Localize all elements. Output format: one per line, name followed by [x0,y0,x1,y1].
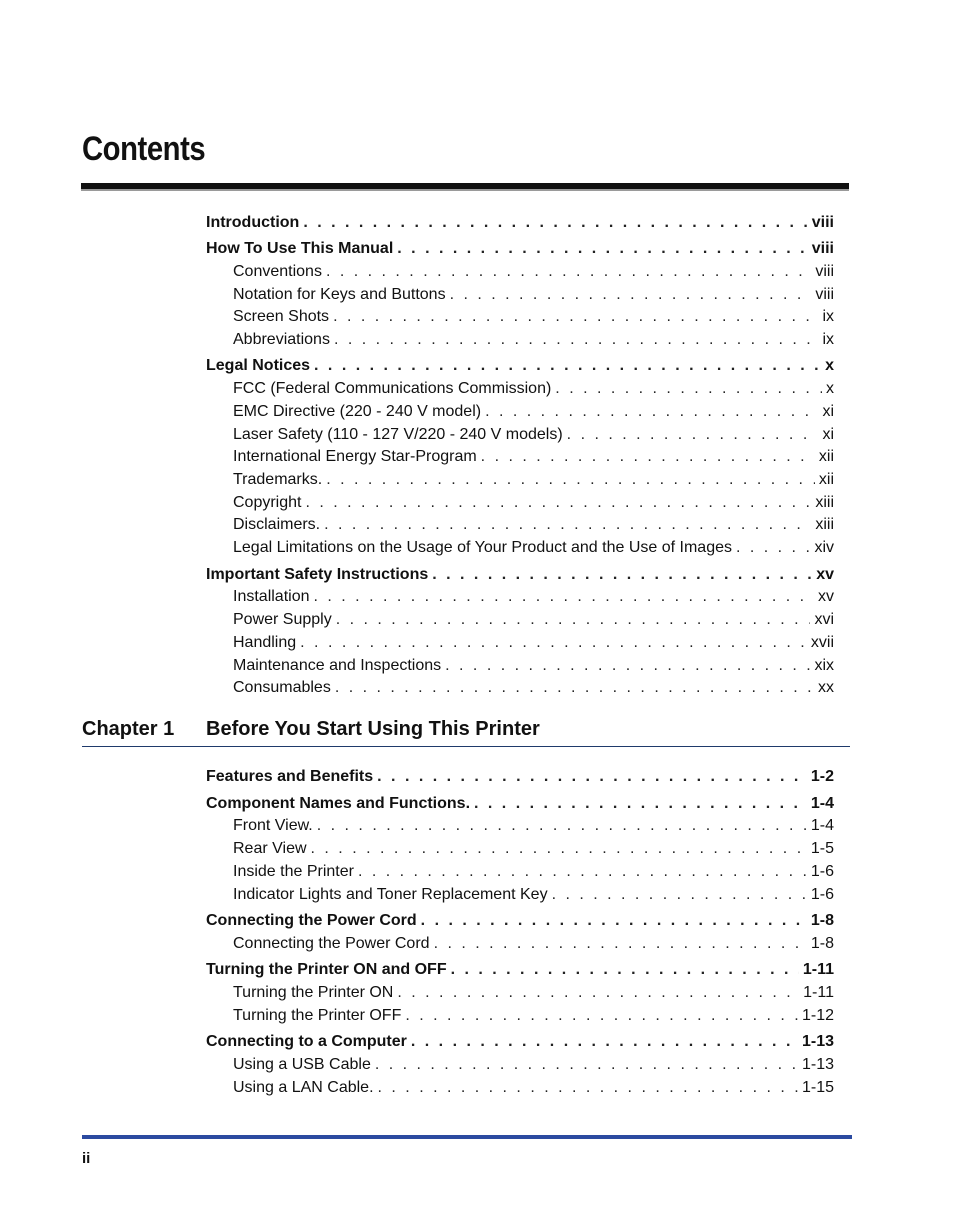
toc-dot-leader [450,285,812,305]
toc-entry-title: Handling [233,634,297,651]
toc-entry-title: Connecting the Power Cord [206,912,417,929]
toc-subentry[interactable] [233,587,834,607]
toc-dot-leader [411,1032,798,1052]
toc-subentry[interactable] [233,656,834,676]
toc-entry[interactable] [206,1032,834,1052]
toc-dot-leader [336,610,811,630]
toc-entry-title: Screen Shots [233,308,330,325]
toc-entry-page: ix [822,308,834,325]
toc-entry-title: Features and Benefits [206,768,374,785]
toc-dot-leader [485,402,818,422]
toc-dot-leader [324,515,811,535]
toc-entry-page: viii [811,214,834,231]
toc-entry-page: 1-6 [810,863,834,880]
chapter-rule [82,746,850,747]
toc-dot-leader [474,794,807,814]
toc-subentry[interactable] [233,262,834,282]
toc-entry-page: xiii [815,516,834,533]
toc-entry-title: Installation [233,588,310,605]
toc-entry-page: 1-4 [810,795,834,812]
toc-dot-leader [358,862,807,882]
toc-subentry[interactable] [233,470,834,490]
toc-subentry[interactable] [233,862,834,882]
toc-entry-page: 1-13 [801,1033,834,1050]
toc-subentry[interactable] [233,330,834,350]
toc-dot-leader [445,656,810,676]
toc-entry-title: Legal Notices [206,357,311,374]
toc-entry-title: How To Use This Manual [206,240,394,257]
toc-entry-page: 1-4 [810,817,834,834]
toc-entry-title: Disclaimers. [233,516,321,533]
toc-entry-title: FCC (Federal Communications Commission) [233,380,552,397]
toc-dot-leader [334,330,818,350]
toc-subentry[interactable] [233,493,834,513]
toc-dot-leader [397,983,799,1003]
toc-dot-leader [317,816,807,836]
toc-dot-leader [333,307,818,327]
toc-entry-page: viii [815,263,834,280]
toc-entry-title: Copyright [233,494,302,511]
toc-entry[interactable] [206,239,834,259]
toc-subentry[interactable] [233,538,834,558]
toc-entry-page: xvi [814,611,834,628]
toc-dot-leader [736,538,810,558]
toc-entry-title: Using a LAN Cable. [233,1079,374,1096]
footer-rule [82,1135,852,1139]
toc-entry-title: Abbreviations [233,331,330,348]
toc-entry-page: 1-12 [801,1007,834,1024]
toc-subentry[interactable] [233,307,834,327]
toc-dot-leader [434,934,807,954]
toc-dot-leader [421,911,807,931]
toc-entry-page: 1-6 [810,886,834,903]
toc-entry-title: Front View. [233,817,313,834]
toc-subentry[interactable] [233,515,834,535]
toc-entry-title: Component Names and Functions. [206,795,471,812]
toc-entry-page: 1-8 [810,912,834,929]
toc-dot-leader [314,356,821,376]
toc-entry[interactable] [206,213,834,233]
toc-subentry[interactable] [233,379,834,399]
toc-entry-title: Using a USB Cable [233,1056,371,1073]
toc-entry[interactable] [206,767,834,787]
toc-subentry[interactable] [233,1006,834,1026]
toc-entry-page: 1-5 [810,840,834,857]
toc-dot-leader [397,239,807,259]
toc-subentry[interactable] [233,1078,834,1098]
toc-entry-title: Turning the Printer OFF [233,1007,402,1024]
toc-dot-leader [451,960,799,980]
toc-entry-page: xv [816,566,834,583]
toc-dot-leader [481,447,815,467]
toc-dot-leader [326,470,815,490]
toc-entry-title: Turning the Printer ON and OFF [206,961,447,978]
toc-subentry[interactable] [233,425,834,445]
toc-entry-title: Rear View [233,840,307,857]
toc-entry-page: 1-13 [801,1056,834,1073]
toc-entry-page: 1-11 [803,984,834,1001]
toc-dot-leader [405,1006,798,1026]
toc-entry-title: Trademarks. [233,471,323,488]
toc-entry-page: 1-8 [810,935,834,952]
toc-entry-page: xv [818,588,834,605]
toc-dot-leader [311,839,807,859]
toc-dot-leader [375,1055,798,1075]
toc-entry-title: Maintenance and Inspections [233,657,442,674]
toc-dot-leader [335,678,814,698]
toc-entry-page: xx [818,679,834,696]
toc-dot-leader [300,633,807,653]
toc-entry-page: ix [822,331,834,348]
toc-subentry[interactable] [233,934,834,954]
toc-entry-page: 1-2 [810,768,834,785]
toc-entry-page: xiii [815,494,834,511]
toc-entry-title: Indicator Lights and Toner Replacement Key [233,886,548,903]
toc-entry-title: Inside the Printer [233,863,354,880]
toc-entry-page: x [826,380,834,397]
toc-entry-page: xi [822,426,834,443]
page-number: ii [82,1150,91,1167]
toc-entry-page: x [825,357,834,374]
toc-dot-leader [326,262,811,282]
toc-entry-page: 1-15 [801,1079,834,1096]
toc-dot-leader [303,213,807,233]
toc-entry-page: 1-11 [802,961,834,978]
toc-dot-leader [552,885,807,905]
toc-entry-title: Consumables [233,679,331,696]
toc-dot-leader [305,493,811,513]
chapter-title: Before You Start Using This Printer [206,718,540,740]
toc-subentry[interactable] [233,678,834,698]
toc-entry-page: xvii [810,634,834,651]
toc-entry-page: xii [818,471,834,488]
title-rule-shadow [81,189,849,191]
toc-dot-leader [378,1078,798,1098]
toc-subentry[interactable] [233,610,834,630]
toc-entry-title: Connecting to a Computer [206,1033,407,1050]
toc-subentry[interactable] [233,816,834,836]
toc-entry-title: Introduction [206,214,300,231]
toc-entry[interactable] [206,794,834,814]
toc-entry-page: viii [811,240,834,257]
toc-entry[interactable] [206,356,834,376]
toc-entry-page: xii [818,448,834,465]
toc-entry-page: xix [814,657,834,674]
toc-entry-page: xi [822,403,834,420]
chapter-label: Chapter 1 [82,718,175,740]
toc-dot-leader [314,587,815,607]
toc-entry-title: Power Supply [233,611,332,628]
toc-entry-page: xiv [814,539,834,556]
toc-subentry[interactable] [233,885,834,905]
toc-entry-title: Important Safety Instructions [206,566,429,583]
toc-dot-leader [567,425,819,445]
toc-entry-title: Conventions [233,263,322,280]
toc-entry-title: Legal Limitations on the Usage of Your Product and the Use of Images [233,539,732,556]
toc-subentry[interactable] [233,633,834,653]
toc-entry-title: International Energy Star-Program [233,448,477,465]
toc-subentry[interactable] [233,839,834,859]
toc-entry-title: Laser Safety (110 - 127 V/220 - 240 V models) [233,426,563,443]
toc-entry[interactable] [206,565,834,585]
toc-entry[interactable] [206,960,834,980]
toc-entry-page: viii [815,286,834,303]
toc-subentry[interactable] [233,285,834,305]
toc-dot-leader [377,767,807,787]
toc-entry-title: Connecting the Power Cord [233,935,430,952]
toc-entry-title: EMC Directive (220 - 240 V model) [233,403,482,420]
chapter-heading[interactable] [82,718,850,744]
toc-subentry[interactable] [233,983,834,1003]
toc-subentry[interactable] [233,402,834,422]
toc-subentry[interactable] [233,1055,834,1075]
toc-dot-leader [555,379,822,399]
page-title: Contents [82,130,206,168]
toc-entry[interactable] [206,911,834,931]
toc-subentry[interactable] [233,447,834,467]
toc-dot-leader [432,565,812,585]
toc-entry-title: Notation for Keys and Buttons [233,286,446,303]
toc-entry-title: Turning the Printer ON [233,984,394,1001]
